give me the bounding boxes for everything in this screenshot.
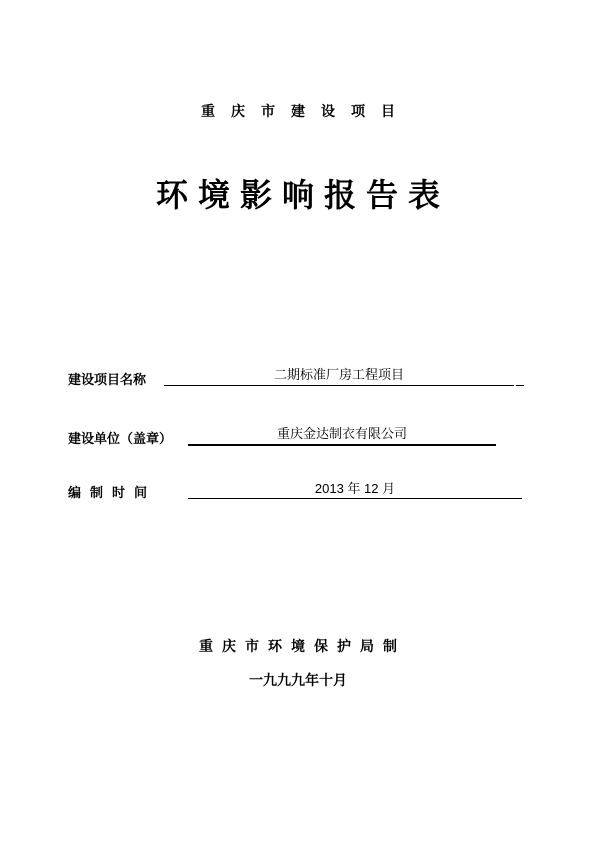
cover-subtitle: 重庆市建设项目 [201, 104, 411, 120]
issue-date: 一九九九年十月 [249, 673, 347, 689]
prepared-time-value: 2013 年 12 月 [188, 482, 522, 499]
unit-value: 重庆金达制衣有限公司 [188, 428, 496, 446]
issuer-line: 重庆市环境保护局制 [199, 639, 406, 655]
prepared-time-label: 编制时间 [68, 486, 157, 501]
project-name-value: 二期标准厂房工程项目 [164, 369, 514, 386]
cover-title: 环境影响报告表 [155, 176, 450, 214]
project-name-underline-tail [516, 369, 524, 386]
unit-label: 建设单位（盖章） [68, 432, 173, 447]
project-name-label: 建设项目名称 [68, 373, 147, 388]
